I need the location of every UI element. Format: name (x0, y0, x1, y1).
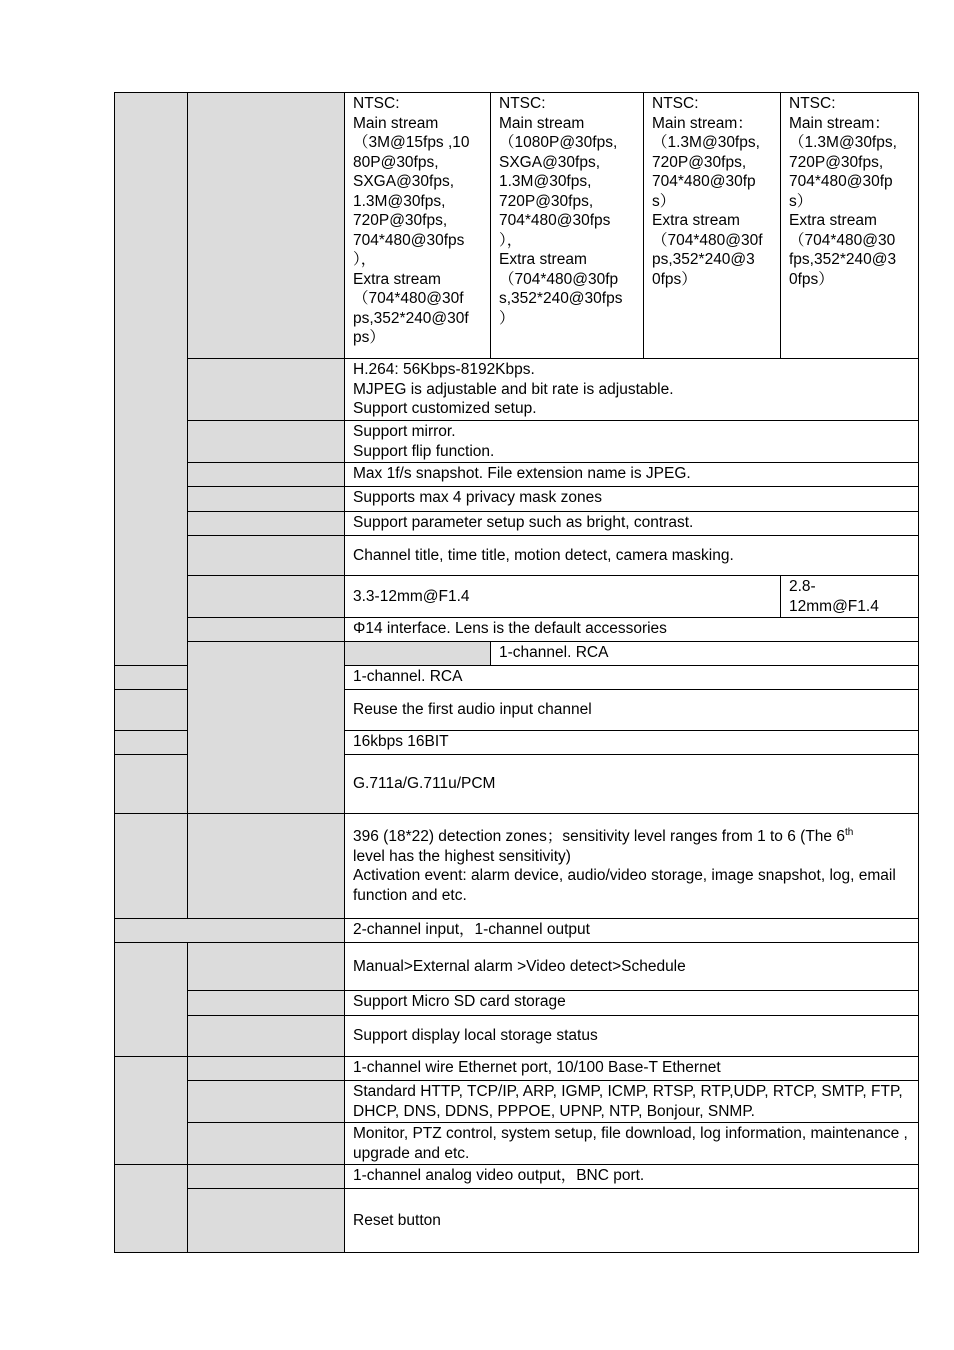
label-video-output (188, 1165, 345, 1189)
audio-output-value: 1-channel. RCA (345, 666, 919, 690)
protocols-value: Standard HTTP, TCP/IP, ARP, IGMP, ICMP, RTSP, RTP,UDP, RTCP, SMTP, FTP, DHCP, DNS, DDNS, PPPOE, UPNP, NTP, Bonjour, SNMP. (345, 1081, 919, 1123)
label-bitrate (188, 359, 345, 421)
label-mirror (188, 421, 345, 463)
label-audio-bitrate (115, 731, 188, 755)
audio-codec-value: G.711a/G.711u/PCM (345, 755, 919, 814)
label-reset (188, 1189, 345, 1253)
resolution-col-2: NTSC: Main stream （1080P@30fps, SXGA@30fps, 1.3M@30fps, 720P@30fps, 704*480@30fps ）， Extra stream （704*480@30fp s,352*240@30fps ） (491, 93, 644, 359)
label-osd (188, 536, 345, 576)
label-remote-operation (188, 1123, 345, 1165)
snapshot-value: Max 1f/s snapshot. File extension name is JPEG. (345, 463, 919, 487)
label-protocols (188, 1081, 345, 1123)
motion-text-sup: th (844, 826, 854, 838)
label-audio-input (345, 642, 491, 666)
lens-interface-value: Φ14 interface. Lens is the default accessories (345, 618, 919, 642)
resolution-col-3: NTSC: Main stream： （1.3M@30fps, 720P@30fps, 704*480@30fp s） Extra stream （704*480@30f ps,352*240@3 0fps） (644, 93, 781, 359)
storage-status-value: Support display local storage status (345, 1016, 919, 1057)
motion-text-b: level has the highest sensitivity) Activation event: alarm device, audio/video storage, image snapshot, log, email function and etc. (353, 847, 896, 904)
label-privacy (188, 487, 345, 512)
label-motion-detect (188, 814, 345, 919)
osd-value: Channel title, time title, motion detect, camera masking. (345, 536, 919, 576)
remote-operation-value: Monitor, PTZ control, system setup, file download, log information, maintenance , upgrade and etc. (345, 1123, 919, 1165)
section-label-video (115, 93, 188, 666)
reset-value: Reset button (345, 1189, 919, 1253)
label-two-way-talk (115, 690, 188, 731)
resolution-col-1: NTSC: Main stream （3M@15fps ,10 80P@30fps, SXGA@30fps, 1.3M@30fps, 720P@30fps, 704*480@30fps ）， Extra stream （704*480@30f ps,352*240@30f ps） (345, 93, 491, 359)
lens-value-a: 3.3-12mm@F1.4 (345, 576, 781, 618)
label-record-priority (188, 943, 345, 991)
audio-input-value: 1-channel. RCA (491, 642, 919, 666)
label-resolution (188, 93, 345, 359)
record-priority-value: Manual>External alarm >Video detect>Schedule (345, 943, 919, 991)
label-lens (188, 576, 345, 618)
section-label-audio (188, 642, 345, 814)
section-label-interface (115, 1165, 188, 1253)
label-sd-storage (188, 991, 345, 1016)
image-value: Support parameter setup such as bright, contrast. (345, 512, 919, 536)
ethernet-value: 1-channel wire Ethernet port, 10/100 Base-T Ethernet (345, 1057, 919, 1081)
label-lens-interface (188, 618, 345, 642)
mirror-value: Support mirror. Support flip function. (345, 421, 919, 463)
label-audio-codec (115, 755, 188, 814)
resolution-col-4: NTSC: Main stream： （1.3M@30fps, 720P@30fps, 704*480@30fp s） Extra stream （704*480@30 fps,352*240@3 0fps） (781, 93, 919, 359)
section-label-network (115, 1057, 188, 1165)
section-label-storage (115, 943, 188, 1057)
sd-storage-value: Support Micro SD card storage (345, 991, 919, 1016)
two-way-talk-value: Reuse the first audio input channel (345, 690, 919, 731)
audio-bitrate-value: 16kbps 16BIT (345, 731, 919, 755)
section-label-motion (115, 814, 188, 919)
label-image (188, 512, 345, 536)
label-snapshot (188, 463, 345, 487)
label-audio-output (115, 666, 188, 690)
motion-detect-value (345, 814, 919, 919)
alarm-io-value: 2-channel input，1-channel output (345, 919, 919, 943)
privacy-value: Supports max 4 privacy mask zones (345, 487, 919, 512)
spec-table (114, 92, 919, 1253)
motion-text-a: 396 (18*22) detection zones；sensitivity level ranges from 1 to 6 (The 6 (353, 828, 845, 845)
label-ethernet (188, 1057, 345, 1081)
bitrate-value: H.264: 56Kbps-8192Kbps. MJPEG is adjustable and bit rate is adjustable. Support customized setup. (345, 359, 919, 421)
video-output-value: 1-channel analog video output，BNC port. (345, 1165, 919, 1189)
lens-value-b: 2.8- 12mm@F1.4 (781, 576, 919, 618)
label-storage-status (188, 1016, 345, 1057)
label-alarm-io (115, 919, 345, 943)
